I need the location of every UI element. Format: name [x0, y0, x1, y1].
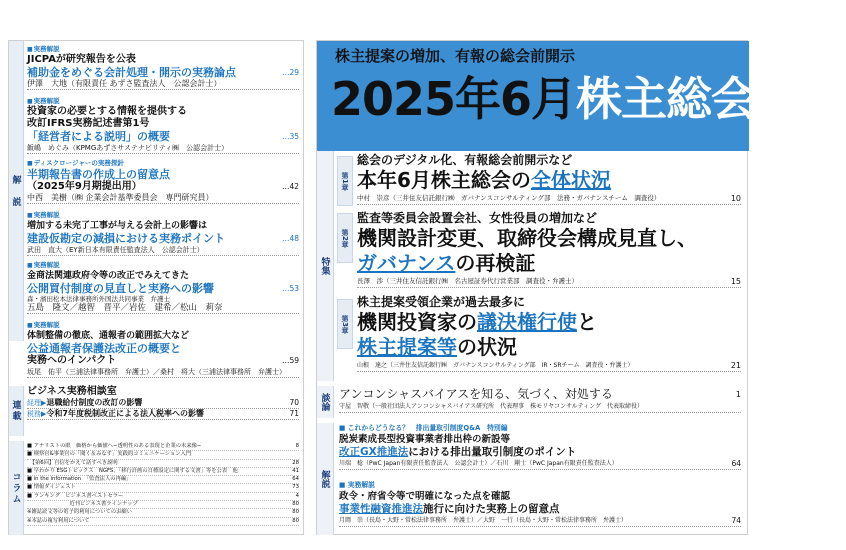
article-entry[interactable]: ■ 実務解説 体制整備の徹底、通報者の範囲拡大など 公益通報者保護法改正の概要と 実務へのインパクト …59 坂尾 佑平（三浦法律事務所 弁護士）／桑村 将大（三浦法律事務所 弁護士）: [27, 321, 299, 378]
serial-item[interactable]: 経理▶退職給付制度の改訂の影響 70: [27, 398, 299, 407]
column-list: [27, 443, 299, 526]
feature-header: [317, 41, 846, 151]
article-entry[interactable]: ■ 実務解説 金商法関連政府令等の改正でみえてきた 公開買付制度の見直しと実務への影響 …53 森・濱田松本法律事務所外国法共同事業 弁護士 五島 隆文／越智 晋平／岩佐 建希／松山 莉奈: [27, 261, 299, 314]
column-item[interactable]: ■ アナリストの眼 価格から価値へ−透明性のある表現と企業の未来像− 8: [27, 443, 299, 451]
serial-block: ビジネス実務相談室 経理▶退職給付制度の改訂の影響 70 税務▶令和7年度税制改正による法人税率への影響 71: [27, 386, 299, 418]
column-item[interactable]: ※雑誌読文等の電子的利用についてのお願い 80: [27, 509, 299, 517]
section-label-explanation: 解 説: [9, 41, 24, 341]
column-item[interactable]: ■ 検察官&事業官の「聞く＆みなす」実践的コミュニケーション入門: [27, 451, 299, 459]
chapter-entry[interactable]: 株主提案受領企業が過去最多に 機関投資家の議決権行使と 株主提案等の状況 山根 達之（三井住友信託銀行㈱ ガバナンスコンサルティング部 IR・SRチーム 調査役・弁護士） 21: [357, 295, 741, 370]
article-entry[interactable]: ■ 実務解説 増加する未完了工事が与える会計上の影響は 建設仮勘定の減損における実務ポイント …48 武田 直大（EY新日本有限責任監査法人 公認会計士）: [27, 211, 299, 256]
talk-entry[interactable]: アンコンシャスバイアスを知る、気づく、対処する 1 守屋 智敬（一般社団法人アンコンシャスバイアス研究所 代表理事 株モリヤコンサルティング 代表取締役）: [339, 387, 741, 413]
article-entry[interactable]: ■ 実務解説 JICPAが研究報告を公表 補助金をめぐる会計処理・開示の実務論点 …29 伊澤 大地（有限責任 あずさ監査法人 公認会計士）: [27, 45, 299, 90]
section-label-serial: 連載: [9, 386, 24, 436]
header-title: 2025年6月株主総会分析: [331, 72, 846, 126]
expl-side-label: 解説: [317, 423, 334, 535]
column-item[interactable]: ■ 早わかり ESGトピックス NGFS、「移行計画の日標設定に関する文書」等を公表 他 41: [27, 468, 299, 476]
header-subtitle: 株主提案の増加、有報の総会前開示: [335, 47, 576, 65]
chapter-entry[interactable]: 総会のデジタル化、有報総会前開示など 本年6月株主総会の全体状況 中村 崇彦（三井住友信託銀行㈱ ガバナンスコンサルティング部 法務・ガバナンスチーム 調査役） 10: [357, 153, 741, 203]
feature-side-label: 特集: [317, 151, 334, 381]
column-item[interactable]: 【第6回】自信をかえて話すべき説明 28: [27, 460, 299, 468]
column-item[interactable]: ■ 情報ダイジェスト 73: [27, 484, 299, 492]
talk-side-label: 談論: [317, 386, 334, 418]
expl-entry[interactable]: ■ これからどうなる？ 排出量取引制度Q&A 特別編 脱炭素成長型投資事業者排出枠の新設等 改正GX推進法における排出量取引制度のポイント 川端 稔（PwC Japan有限責任監査法人 公認会計士）／石川 剛士（PwC Japan有限責任監査法人） 64: [339, 424, 741, 468]
expl-entry[interactable]: ■ 実務解説 政令・府省令等で明確になった点を確認 事業性融資推進法施行に向けた実務上の留意点 月岡 崇（長島・大野・常松法律事務所 弁護士）／大野 一行（長島・大野・常松法律事務所 弁護士） 74: [339, 481, 741, 525]
left-page: [8, 40, 304, 535]
column-item[interactable]: ■ in the information 「監査法人の再編」 64: [27, 476, 299, 484]
article-entry[interactable]: ■ 実務解説 投資家の必要とする情報を提供する 改訂IFRS実務記述書第1号 「経営者による説明」の概要 …35 飯嶋 めぐみ（KPMGあずさサステナビリティ㈱ 公認会計士）: [27, 97, 299, 154]
chapter-1-label: 第1章: [337, 156, 353, 206]
column-item[interactable]: 近刊ビジネス書ラインナップ 80: [27, 501, 299, 509]
chapter-entry[interactable]: 監査等委員会設置会社、女性役員の増加など 機関設計変更、取締役会構成見直し、 ガバナンスの再検証 長澤 渉（三井住友信託銀行㈱ 名古屋証券代行営業部 調査役・弁護士） 15: [357, 211, 741, 286]
article-entry[interactable]: ■ ディスクロージャーの実務探針 半期報告書の作成上の留意点 （2025年9月期提出用） …42 中西 美樹（㈱ 企業会計基準委員会 専門研究員）: [27, 159, 299, 204]
serial-item[interactable]: 税務▶令和7年度税制改正による法人税率への影響 71: [27, 409, 299, 418]
chapter-3-label: 第3章: [337, 299, 353, 349]
section-label-column: コラム: [9, 441, 24, 535]
right-page: [316, 40, 846, 535]
column-item[interactable]: ■ ランキング ビジネス書ベストセラー 4: [27, 493, 299, 501]
chapter-2-label: 第2章: [337, 213, 353, 263]
column-item[interactable]: ※本誌の複写利用について 80: [27, 518, 299, 526]
